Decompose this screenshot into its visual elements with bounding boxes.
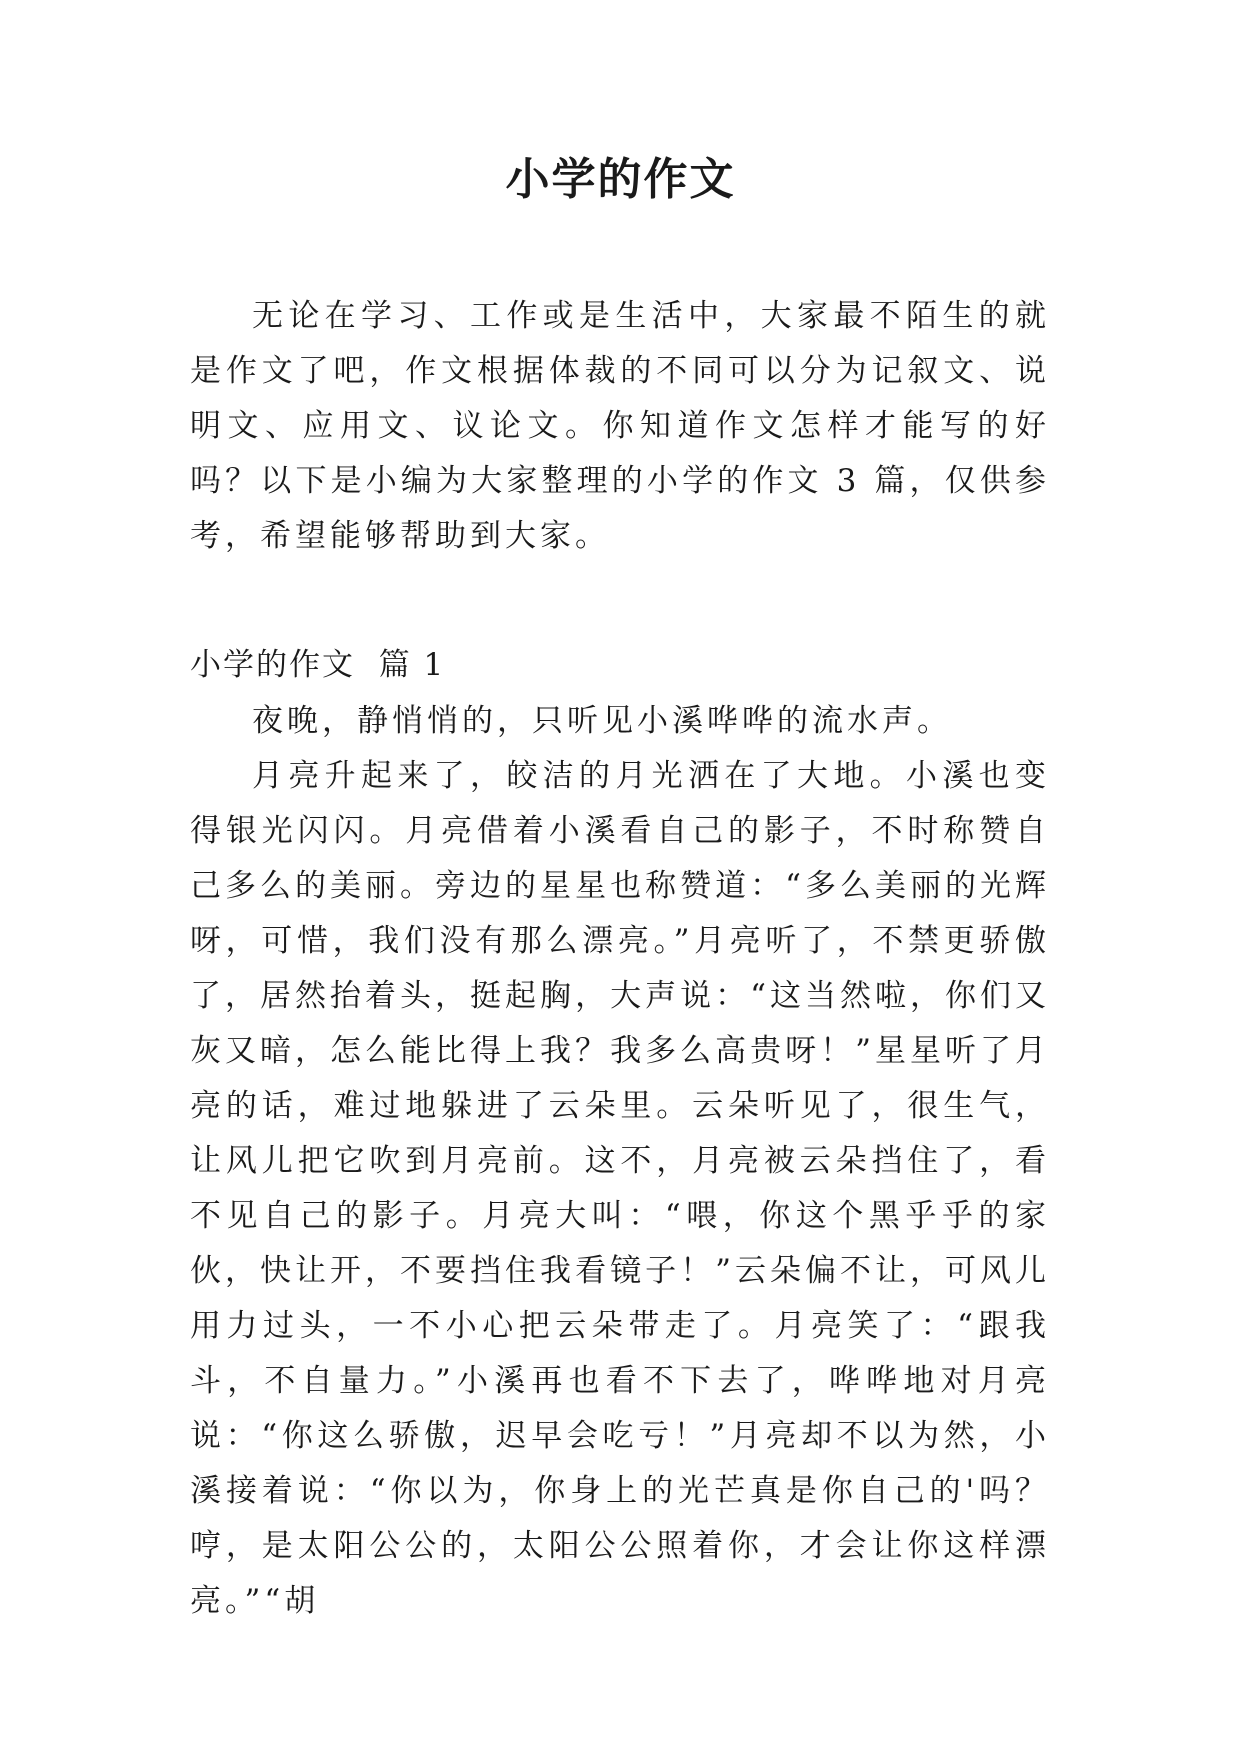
section-heading: 小学的作文 篇 1 — [190, 647, 446, 683]
body-paragraph-2: 月亮升起来了，皎洁的月光洒在了大地。小溪也变得银光闪闪。月亮借着小溪看自己的影子，不时称赞自己多么的美丽。旁边的星星也称赞道：“多么美丽的光辉呀，可惜，我们没有那么漂亮。”月亮听了，不禁更骄傲了，居然抬着头，挺起胸，大声说：“这当然啦，你们又灰又暗，怎么能比得上我？我多么高贵呀！”星星听了月亮的话，难过地躲进了云朵里。云朵听见了，很生气，让风儿把它吹到月亮前。这不，月亮被云朵挡住了，看不见自己的影子。月亮大叫：“喂，你这个黑乎乎的家伙，快让开，不要挡住我看镜子！”云朵偏不让，可风儿用力过头，一不小心把云朵带走了。月亮笑了：“跟我斗，不自量力。”小溪再也看不下去了，哗哗地对月亮说：“你这么骄傲，迟早会吃亏！”月亮却不以为然，小溪接着说：“你以为，你身上的光芒真是你自己的'吗？哼，是太阳公公的，太阳公公照着你，才会让你这样漂亮。”“胡 — [190, 758, 1050, 1619]
section-body — [190, 694, 1050, 1629]
intro-paragraph: 无论在学习、工作或是生活中，大家最不陌生的就是作文了吧，作文根据体裁的不同可以分为记叙文、说明文、应用文、议论文。你知道作文怎样才能写的好吗？以下是小编为大家整理的小学的作文 3 篇，仅供参考，希望能够帮助到大家。 — [190, 298, 1050, 554]
document-title: 小学的作文 — [505, 154, 736, 205]
intro-block — [190, 289, 1050, 564]
body-paragraph-1: 夜晚，静悄悄的，只听见小溪哗哗的流水声。 — [252, 703, 952, 739]
